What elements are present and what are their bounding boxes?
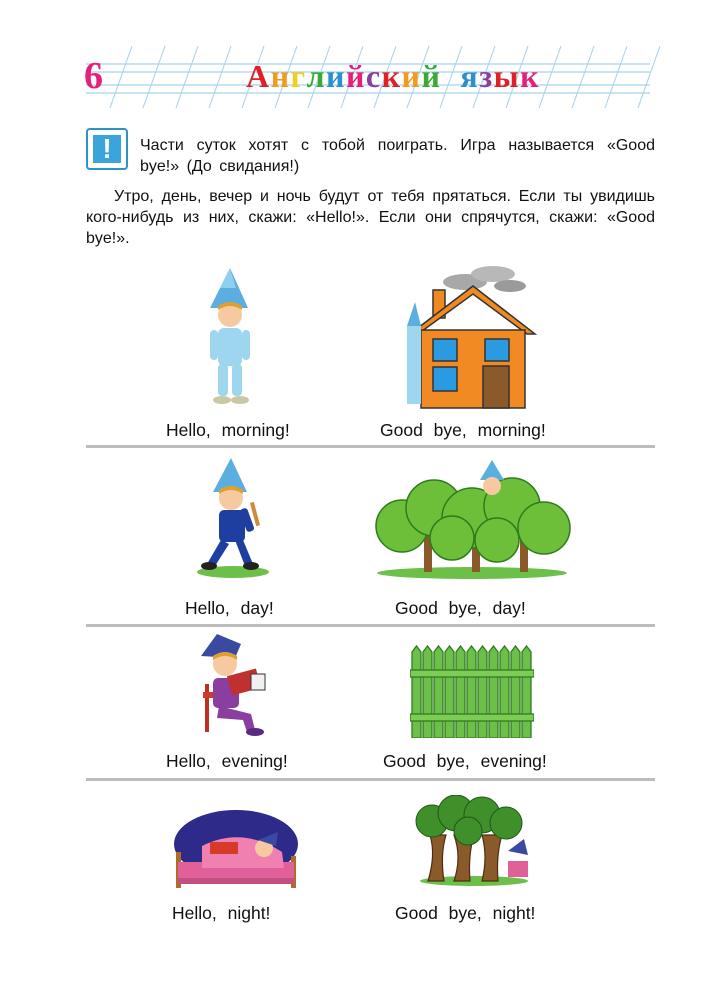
title-letter: я — [460, 58, 480, 94]
boy-day-image — [195, 458, 273, 580]
caption-hello-morning: Hello, morning! — [166, 420, 290, 440]
title-letter: й — [345, 58, 366, 94]
row-divider — [86, 778, 655, 781]
title-letter: л — [306, 58, 327, 94]
title-letter: к — [381, 58, 402, 94]
caption-hello-evening: Hello, evening! — [166, 751, 288, 771]
caption-bye-morning: Good bye, morning! — [380, 420, 546, 440]
title-letter: й — [421, 58, 442, 94]
boy-night-image — [172, 806, 300, 890]
instruction-paragraph: Утро, день, вечер и ночь будут от тебя прятаться. Если ты увидишь кого-нибудь из них, скажи: «Hello!». Если они спрячутся, скажи: «Good bye!». — [86, 188, 655, 247]
page-title — [246, 56, 540, 96]
boy-morning-image — [200, 268, 260, 406]
title-letter — [441, 56, 460, 96]
title-letter: г — [290, 58, 307, 94]
caption-hello-night: Hello, night! — [172, 903, 271, 923]
title-letter: с — [365, 58, 382, 94]
boy-evening-image — [195, 634, 270, 736]
exclamation-icon: ! — [86, 128, 128, 170]
title-letter: н — [270, 58, 291, 94]
page-number: 6 — [84, 55, 103, 97]
fence-image — [410, 644, 534, 738]
title-letter: А — [246, 58, 271, 94]
caption-bye-night: Good bye, night! — [395, 903, 536, 923]
title-letter: к — [520, 58, 541, 94]
row-divider — [86, 445, 655, 448]
house-image — [405, 264, 540, 409]
caption-bye-day: Good bye, day! — [395, 598, 526, 618]
title-letter: и — [326, 58, 346, 94]
trees-night-image — [412, 795, 530, 887]
note-text: Части суток хотят с тобой поиграть. Игра называется «Good bye!» (До свидания!) — [140, 137, 655, 175]
row-divider — [86, 624, 655, 627]
page-header — [0, 0, 717, 120]
title-letter: з — [479, 58, 494, 94]
bushes-image — [372, 458, 574, 580]
title-letter: и — [401, 58, 422, 94]
caption-hello-day: Hello, day! — [185, 598, 274, 618]
caption-bye-evening: Good bye, evening! — [383, 751, 547, 771]
title-letter: ы — [493, 58, 521, 94]
